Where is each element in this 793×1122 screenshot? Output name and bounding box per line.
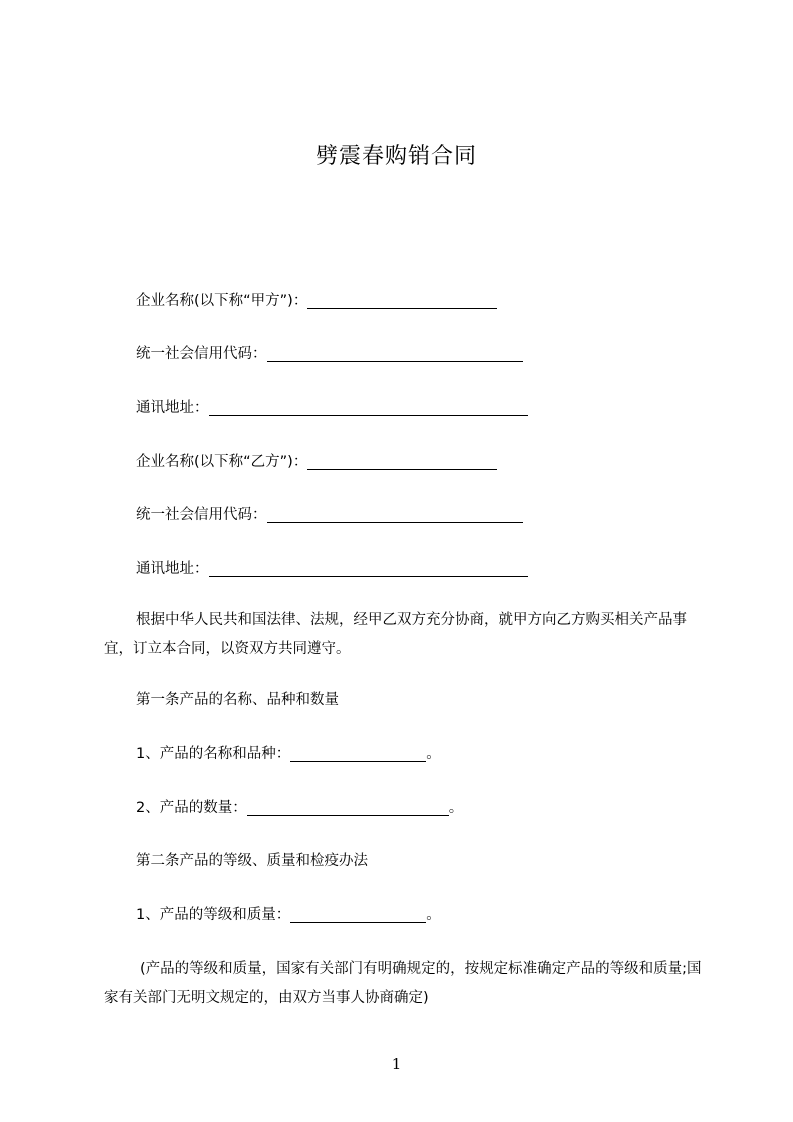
article1-heading-text: 第一条产品的名称、品种和数量 [136, 692, 339, 708]
party-b-name-row [136, 451, 497, 473]
article2-item1-row [136, 904, 441, 926]
page-number: 1 [391, 1055, 402, 1073]
article1-item1-end: 。 [426, 746, 441, 762]
party-a-address-label: 通讯地址： [136, 400, 209, 416]
party-b-credit-label: 统一社会信用代码： [136, 507, 267, 523]
party-a-name-label: 企业名称(以下称“甲方”)： [136, 293, 308, 309]
party-b-credit-row [136, 504, 523, 526]
party-a-name-row [136, 290, 497, 312]
party-a-address-field[interactable] [209, 400, 528, 416]
article2-item1-end: 。 [426, 907, 441, 923]
article2-heading-text: 第二条产品的等级、质量和检疫办法 [136, 853, 368, 869]
document-title: 劈震春购销合同 [315, 144, 477, 169]
party-b-name-label: 企业名称(以下称“乙方”)： [136, 454, 308, 470]
article1-item2-label: 2、产品的数量： [136, 800, 247, 816]
article2-heading [136, 850, 368, 872]
party-b-name-field[interactable] [307, 454, 497, 470]
article1-heading [136, 689, 339, 711]
party-b-credit-field[interactable] [267, 507, 523, 523]
article1-item2-end: 。 [448, 800, 464, 816]
party-a-address-row [136, 397, 528, 419]
product-quantity-field[interactable] [247, 800, 449, 816]
article1-item1-label: 1、产品的名称和品种： [136, 746, 291, 762]
product-grade-field[interactable] [290, 907, 426, 923]
product-name-field[interactable] [290, 746, 426, 762]
article2-note: (产品的等级和质量，国家有关部门有明确规定的，按规定标准确定产品的等级和质量;国家有关部门无明文规定的，由双方当事人协商确定) [104, 961, 702, 1006]
preamble-paragraph: 根据中华人民共和国法律、法规，经甲乙双方充分协商，就甲方向乙方购买相关产品事宜，订立本合同，以资双方共同遵守。 [104, 612, 687, 657]
party-a-name-field[interactable] [307, 293, 497, 309]
party-a-credit-field[interactable] [267, 346, 523, 362]
party-a-credit-label: 统一社会信用代码： [136, 346, 267, 362]
party-b-address-row [136, 558, 528, 580]
party-b-address-field[interactable] [209, 561, 528, 577]
article1-item1-row [136, 743, 441, 765]
party-b-address-label: 通讯地址： [136, 561, 209, 577]
article1-item2-row [136, 797, 463, 819]
article2-item1-label: 1、产品的等级和质量： [136, 907, 291, 923]
party-a-credit-row [136, 343, 523, 365]
